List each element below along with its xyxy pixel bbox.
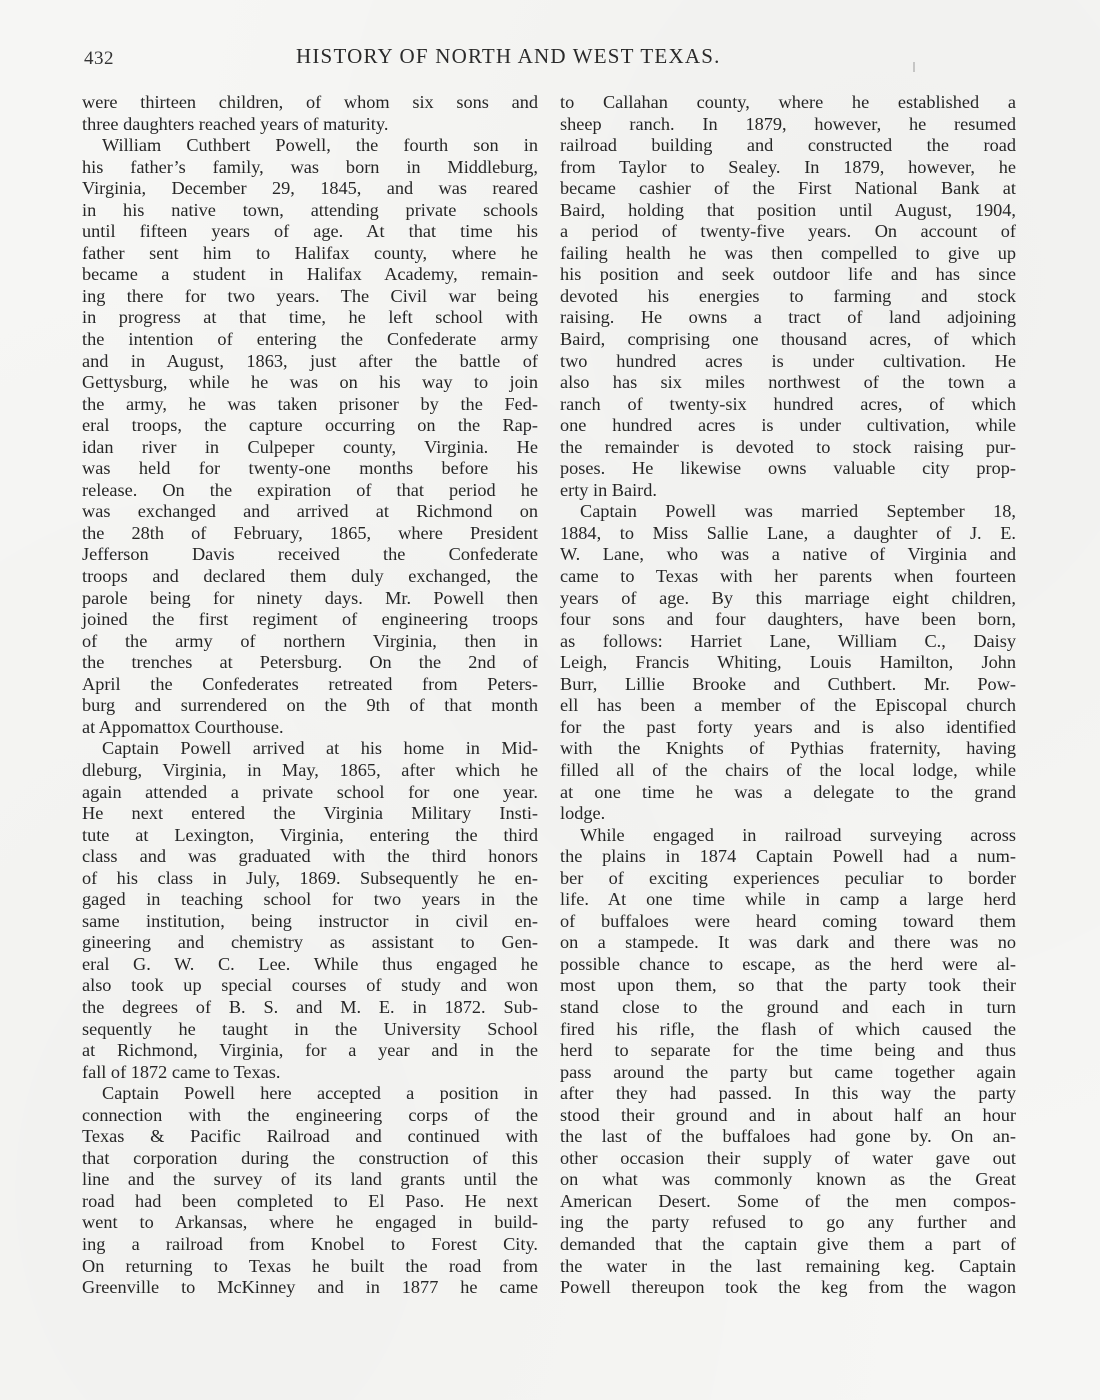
right-column-text-line: Baird, holding that position until August, 1904, — [560, 199, 1016, 220]
right-column-text-line: American Desert. Some of the men compos- — [560, 1190, 1016, 1211]
left-column-text-line: He next entered the Virginia Military Insti- — [82, 803, 538, 824]
left-column-text-line: of the army of northern Virginia, then in — [82, 630, 538, 651]
right-text-column — [560, 92, 1016, 1299]
left-column-text-line: dleburg, Virginia, in May, 1865, after which he — [82, 759, 538, 780]
right-column-text-line: to Callahan county, where he established a — [560, 92, 1016, 112]
left-column-text-line: and in August, 1863, just after the battle of — [82, 350, 538, 371]
left-column-text-line: gineering and chemistry as assistant to Gen- — [82, 932, 538, 953]
page-number: 432 — [84, 48, 114, 69]
left-column-text-line: parole being for ninety days. Mr. Powell then — [82, 587, 538, 608]
left-column-text-line: of his class in July, 1869. Subsequently he en- — [82, 867, 538, 888]
right-column-text-line: his position and seek outdoor life and has since — [560, 264, 1016, 285]
left-column-text-line: connection with the engineering corps of the — [82, 1104, 538, 1125]
right-column-text-line: possible chance to escape, as the herd were al- — [560, 953, 1016, 974]
left-column-text-line: became a student in Halifax Academy, remain- — [82, 264, 538, 285]
left-column-text-line: his father’s family, was born in Middleburg, — [82, 156, 538, 177]
right-column-text-line: life. At one time while in camp a large herd — [560, 889, 1016, 910]
left-column-text-line: until fifteen years of age. At that time his — [82, 221, 538, 242]
right-column-text-line: the plains in 1874 Captain Powell had a num- — [560, 846, 1016, 867]
left-column-text-line: Captain Powell here accepted a position in — [102, 1083, 538, 1104]
right-column-text-line: the water in the last remaining keg. Captain — [560, 1255, 1016, 1276]
left-column-text-line: ing there for two years. The Civil war being — [82, 285, 538, 306]
right-column-text-line: W. Lane, who was a native of Virginia and — [560, 544, 1016, 565]
left-column-text-line: in his native town, attending private schools — [82, 199, 538, 220]
right-column-text-line: as follows: Harriet Lane, William C., Daisy — [560, 630, 1016, 651]
right-column-text-line: Powell thereupon took the keg from the wagon — [560, 1277, 1016, 1298]
left-column-text-line: tute at Lexington, Virginia, entering the third — [82, 824, 538, 845]
right-column-text-line: erty in Baird. — [560, 479, 657, 500]
running-title: HISTORY OF NORTH AND WEST TEXAS. — [296, 44, 721, 68]
right-column-text-line: four sons and four daughters, have been born, — [560, 609, 1016, 630]
right-column-text-line: of buffaloes were heard coming toward them — [560, 910, 1016, 931]
scan-artifact-mark — [913, 62, 915, 72]
right-column-text-line: on what was commonly known as the Great — [560, 1169, 1016, 1190]
right-column-text-line: failing health he was then compelled to give up — [560, 242, 1016, 263]
left-column-text-line: went to Arkansas, where he engaged in build- — [82, 1212, 538, 1233]
left-column-text-line: the 28th of February, 1865, where President — [82, 522, 538, 543]
right-column-text-line: filled all of the chairs of the local lodge, while — [560, 759, 1016, 780]
right-column-text-line: for the past forty years and is also identified — [560, 716, 1016, 737]
left-column-text-line: William Cuthbert Powell, the fourth son in — [102, 135, 538, 156]
left-column-text-line: road had been completed to El Paso. He next — [82, 1190, 538, 1211]
right-column-text-line: devoted his energies to farming and stock — [560, 285, 1016, 306]
left-column-text-line: fall of 1872 came to Texas. — [82, 1061, 281, 1082]
left-column-text-line: again attended a private school for one year. — [82, 781, 538, 802]
left-column-text-line: joined the first regiment of engineering troops — [82, 609, 538, 630]
right-column-text-line: most upon them, so that the party took their — [560, 975, 1016, 996]
right-column-text-line: stand close to the ground and each in turn — [560, 996, 1016, 1017]
left-column-text-line: was held for twenty-one months before his — [82, 458, 538, 479]
left-column-text-line: in progress at that time, he left school with — [82, 307, 538, 328]
right-column-text-line: pass around the party but came together again — [560, 1061, 1016, 1082]
right-column-text-line: ber of exciting experiences peculiar to border — [560, 867, 1016, 888]
right-column-text-line: years of age. By this marriage eight children, — [560, 587, 1016, 608]
right-column-text-line: on a stampede. It was dark and there was no — [560, 932, 1016, 953]
left-column-text-line: eral G. W. C. Lee. While thus engaged he — [82, 953, 538, 974]
left-column-text-line: same institution, being instructor in civil en- — [82, 910, 538, 931]
right-column-text-line: after they had passed. In this way the party — [560, 1083, 1016, 1104]
right-column-text-line: 1884, to Miss Sallie Lane, a daughter of J. E. — [560, 522, 1016, 543]
left-column-text-line: also took up special courses of study and won — [82, 975, 538, 996]
left-column-text-line: was exchanged and arrived at Richmond on — [82, 501, 538, 522]
right-column-text-line: sheep ranch. In 1879, however, he resumed — [560, 113, 1016, 134]
left-column-text-line: eral troops, the capture occurring on the Rap- — [82, 415, 538, 436]
right-column-text-line: poses. He likewise owns valuable city prop- — [560, 458, 1016, 479]
left-column-text-line: were thirteen children, of whom six sons and — [82, 92, 538, 112]
right-column-text-line: ing the party refused to go any further and — [560, 1212, 1016, 1233]
left-column-text-line: at Appomattox Courthouse. — [82, 716, 284, 737]
right-column-text-line: the last of the buffaloes had gone by. On an- — [560, 1126, 1016, 1147]
right-column-text-line: ell has been a member of the Episcopal church — [560, 695, 1016, 716]
left-column-text-line: that corporation during the construction of this — [82, 1147, 538, 1168]
right-column-text-line: came to Texas with her parents when fourteen — [560, 566, 1016, 587]
left-column-text-line: three daughters reached years of maturity. — [82, 113, 389, 134]
left-column-text-line: troops and declared them duly exchanged, the — [82, 566, 538, 587]
right-column-text-line: Burr, Lillie Brooke and Cuthbert. Mr. Pow- — [560, 673, 1016, 694]
left-column-text-line: Texas & Pacific Railroad and continued with — [82, 1126, 538, 1147]
left-column-text-line: the trenches at Petersburg. On the 2nd of — [82, 652, 538, 673]
right-column-text-line: lodge. — [560, 803, 606, 824]
left-column-text-line: Virginia, December 29, 1845, and was reared — [82, 178, 538, 199]
right-column-text-line: Leigh, Francis Whiting, Louis Hamilton, John — [560, 652, 1016, 673]
right-column-text-line: the remainder is devoted to stock raising pur- — [560, 436, 1016, 457]
left-column-text-line: class and was graduated with the third honors — [82, 846, 538, 867]
left-column-text-line: April the Confederates retreated from Peters- — [82, 673, 538, 694]
left-column-text-line: line and the survey of its land grants until the — [82, 1169, 538, 1190]
right-column-text-line: from Taylor to Sealey. In 1879, however, he — [560, 156, 1016, 177]
left-column-text-line: father sent him to Halifax county, where he — [82, 242, 538, 263]
right-column-text-line: ranch of twenty-six hundred acres, of which — [560, 393, 1016, 414]
left-column-text-line: Jefferson Davis received the Confederate — [82, 544, 538, 565]
left-column-text-line: On returning to Texas he built the road from — [82, 1255, 538, 1276]
left-column-text-line: the intention of entering the Confederate army — [82, 329, 538, 350]
right-column-text-line: other occasion their supply of water gave out — [560, 1147, 1016, 1168]
left-column-text-line: gaged in teaching school for two years in the — [82, 889, 538, 910]
right-column-text-line: with the Knights of Pythias fraternity, having — [560, 738, 1016, 759]
right-column-text-line: fired his rifle, the flash of which caused the — [560, 1018, 1016, 1039]
right-column-text-line: stood their ground and in about half an hour — [560, 1104, 1016, 1125]
right-column-text-line: Captain Powell was married September 18, — [580, 501, 1016, 522]
left-column-text-line: the degrees of B. S. and M. E. in 1872. Sub- — [82, 996, 538, 1017]
left-column-text-line: Gettysburg, while he was on his way to join — [82, 372, 538, 393]
left-column-text-line: idan river in Culpeper county, Virginia. He — [82, 436, 538, 457]
right-column-text-line: demanded that the captain give them a part of — [560, 1233, 1016, 1254]
right-column-text-line: at one time he was a delegate to the grand — [560, 781, 1016, 802]
right-column-text-line: one hundred acres is under cultivation, while — [560, 415, 1016, 436]
right-column-text-line: raising. He owns a tract of land adjoining — [560, 307, 1016, 328]
page-header — [84, 44, 1014, 74]
left-column-text-line: Captain Powell arrived at his home in Mid- — [102, 738, 538, 759]
left-column-text-line: ing a railroad from Knobel to Forest City. — [82, 1233, 538, 1254]
left-text-column — [82, 92, 538, 1299]
right-column-text-line: a period of twenty-five years. On account of — [560, 221, 1016, 242]
right-column-text-line: railroad building and constructed the road — [560, 135, 1016, 156]
right-column-text-line: Baird, comprising one thousand acres, of which — [560, 329, 1016, 350]
left-column-text-line: at Richmond, Virginia, for a year and in the — [82, 1040, 538, 1061]
right-column-text-line: two hundred acres is under cultivation. He — [560, 350, 1016, 371]
left-column-text-line: burg and surrendered on the 9th of that month — [82, 695, 538, 716]
right-column-text-line: became cashier of the First National Bank at — [560, 178, 1016, 199]
left-column-text-line: sequently he taught in the University School — [82, 1018, 538, 1039]
right-column-text-line: While engaged in railroad surveying across — [580, 824, 1016, 845]
left-column-text-line: Greenville to McKinney and in 1877 he came — [82, 1277, 538, 1298]
right-column-text-line: also has six miles northwest of the town a — [560, 372, 1016, 393]
left-column-text-line: release. On the expiration of that period he — [82, 479, 538, 500]
left-column-text-line: the army, he was taken prisoner by the Fed- — [82, 393, 538, 414]
right-column-text-line: herd to separate for the time being and thus — [560, 1040, 1016, 1061]
